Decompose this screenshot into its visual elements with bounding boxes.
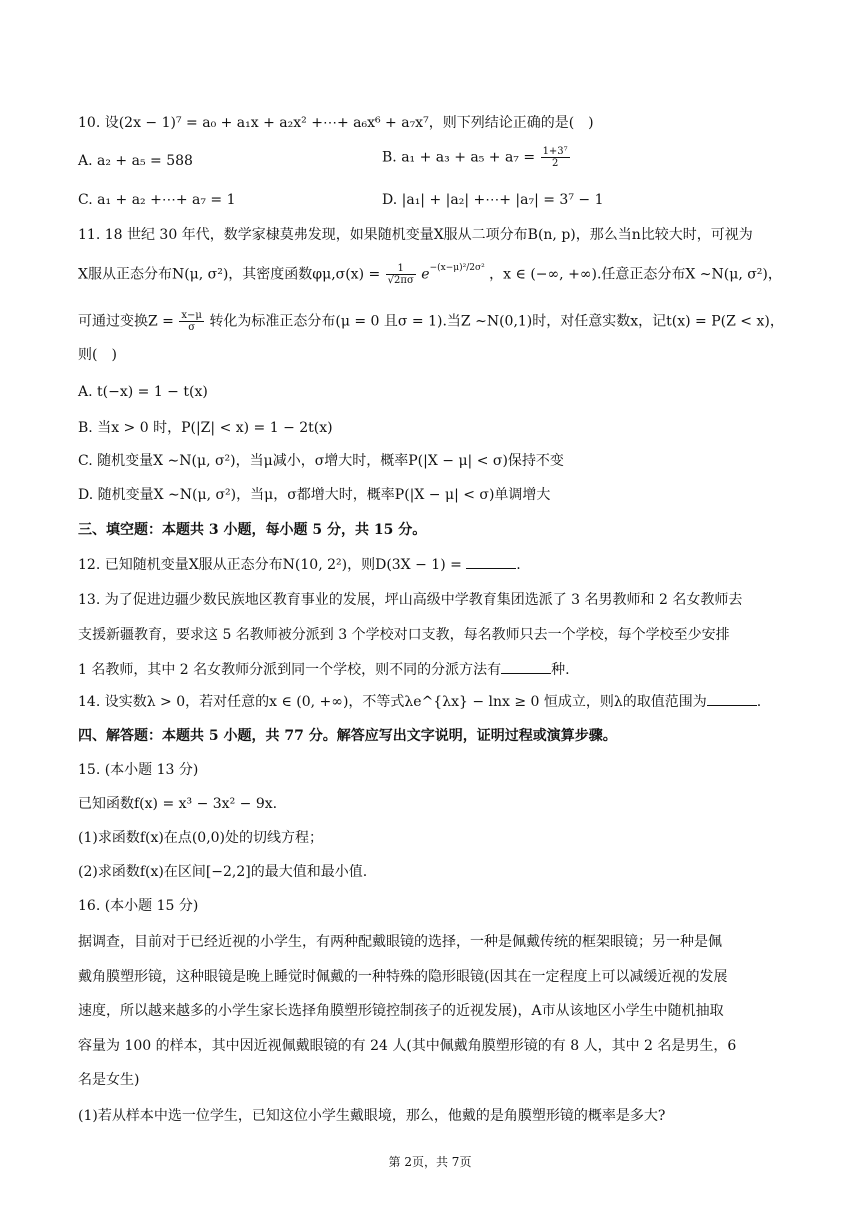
q11-transform-denominator: σ [188,322,196,333]
q10-option-b-denominator: 2 [551,158,559,169]
section-3-heading: 三、填空题：本题共 3 小题，每小题 5 分，共 15 分。 [78,522,427,538]
q13-line-3-tail: 种. [551,662,570,678]
q11-line-4: 则( ) [78,347,117,363]
q10-option-a: A. a₂ + a₅ = 588 [78,153,193,169]
q13-line-3-text: 1 名教师，其中 2 名女教师分派到同一个学校，则不同的分派方法有 [78,662,502,678]
q16-heading: 16. (本小题 15 分) [78,898,199,914]
q11-line-3-start: 可通过变换Z = [78,313,174,330]
q13-answer-blank [501,661,551,674]
q15-line-1: 已知函数f(x) = x³ − 3x² − 9x. [78,796,278,812]
q10-option-b [382,146,571,169]
q12 [78,555,521,575]
q11-exponent: −(x−μ)²/2σ² [429,262,485,273]
q11-option-b: B. 当x > 0 时，P(|Z| < x) = 1 − 2t(x) [78,420,333,436]
q11-density-numerator: 1 [386,263,416,275]
q16-line-4: 容量为 100 的样本，其中因近视佩戴眼镜的有 24 人(其中佩戴角膜塑形镜的有 8 人，其中 2 名是男生，6 [78,1038,737,1054]
q14 [78,692,761,712]
q13-line-3 [78,660,570,680]
q11-option-c: C. 随机变量X ∼N(μ, σ²)，当μ减小，σ增大时，概率P(|X − μ| < σ)保持不变 [78,453,564,469]
q15-heading: 15. (本小题 13 分) [78,762,199,778]
q16-line-3: 速度，所以越来越多的小学生家长选择角膜塑形镜控制孩子的近视发展)，A市从该地区小学生中随机抽取 [78,1003,724,1019]
q11-line-1: 11. 18 世纪 30 年代，数学家棣莫弗发现，如果随机变量X服从二项分布B(n, p)，那么当n比较大时，可视为 [78,227,753,243]
q13-line-1: 13. 为了促进边疆少数民族地区教育事业的发展，坪山高级中学教育集团选派了 3 名男教师和 2 名女教师去 [78,592,743,608]
q11-line-2-start: X服从正态分布N(μ, σ²)，其密度函数φμ,σ(x) = [78,266,381,283]
q11-exp-base: e [421,266,430,283]
q11-transform-numerator: x−μ [181,310,202,321]
q11-option-a: A. t(−x) = 1 − t(x) [78,384,208,400]
q11-line-2 [78,263,782,287]
q11-density-denominator: √2πσ [387,275,414,286]
q10-option-b-lhs: B. a₁ + a₃ + a₅ + a₇ = [382,149,536,166]
q10-option-d: D. |a₁| + |a₂| +⋯+ |a₇| = 3⁷ − 1 [382,192,604,208]
q15-part-1: (1)求函数f(x)在点(0,0)处的切线方程； [78,830,324,846]
q11-line-2-end: ，x ∈ (−∞, +∞).任意正态分布X ∼N(μ, σ²)， [489,266,782,283]
q12-tail: . [516,557,521,573]
q16-line-1: 据调查，目前对于已经近视的小学生，有两种配戴眼镜的选择，一种是佩戴传统的框架眼镜；另一种是佩 [78,934,722,950]
q12-text: 12. 已知随机变量X服从正态分布N(10, 2²)，则D(3X − 1) = [78,557,462,573]
q11-option-d: D. 随机变量X ∼N(μ, σ²)，当μ，σ都增大时，概率P(|X − μ| < σ)单调增大 [78,487,551,503]
q10-option-b-fraction [541,146,570,169]
q16-line-5: 名是女生) [78,1072,140,1088]
q14-answer-blank [707,693,757,706]
q16-part-1: (1)若从样本中选一位学生，已知这位小学生戴眼境，那么，他戴的是角膜塑形镜的概率是多大? [78,1108,666,1124]
q15-part-2: (2)求函数f(x)在区间[−2,2]的最大值和最小值. [78,864,368,880]
q10-option-b-numerator: 1+3⁷ [542,146,568,157]
q11-transform-fraction [179,310,204,333]
q10-stem: 10. 设(2x − 1)⁷ = a₀ + a₁x + a₂x² +⋯+ a₆x⁶ + a₇x⁷，则下列结论正确的是( ) [78,115,594,131]
q11-density-fraction [386,263,416,286]
q11-line-3 [78,310,784,333]
q14-text: 14. 设实数λ > 0，若对任意的x ∈ (0, +∞)，不等式λe^{λx} − lnx ≥ 0 恒成立，则λ的取值范围为 [78,694,707,710]
q11-line-3-end: 转化为标准正态分布(μ = 0 且σ = 1).当Z ∼N(0,1)时，对任意实数x，记t(x) = P(Z < x)， [209,313,784,330]
page-footer: 第 2页，共 7页 [388,1155,472,1169]
q16-line-2: 戴角膜塑形镜，这种眼镜是晚上睡觉时佩戴的一种特殊的隐形眼镜(因其在一定程度上可以减缓近视的发展 [78,969,728,985]
q13-line-2: 支援新疆教育，要求这 5 名教师被分派到 3 个学校对口支教，每名教师只去一个学校，每个学校至少安排 [78,627,730,643]
section-4-heading: 四、解答题：本题共 5 小题，共 77 分。解答应写出文字说明，证明过程或演算步骤。 [78,728,617,744]
q12-answer-blank [466,556,516,569]
q14-tail: . [756,694,762,710]
q10-option-c: C. a₁ + a₂ +⋯+ a₇ = 1 [78,192,236,208]
